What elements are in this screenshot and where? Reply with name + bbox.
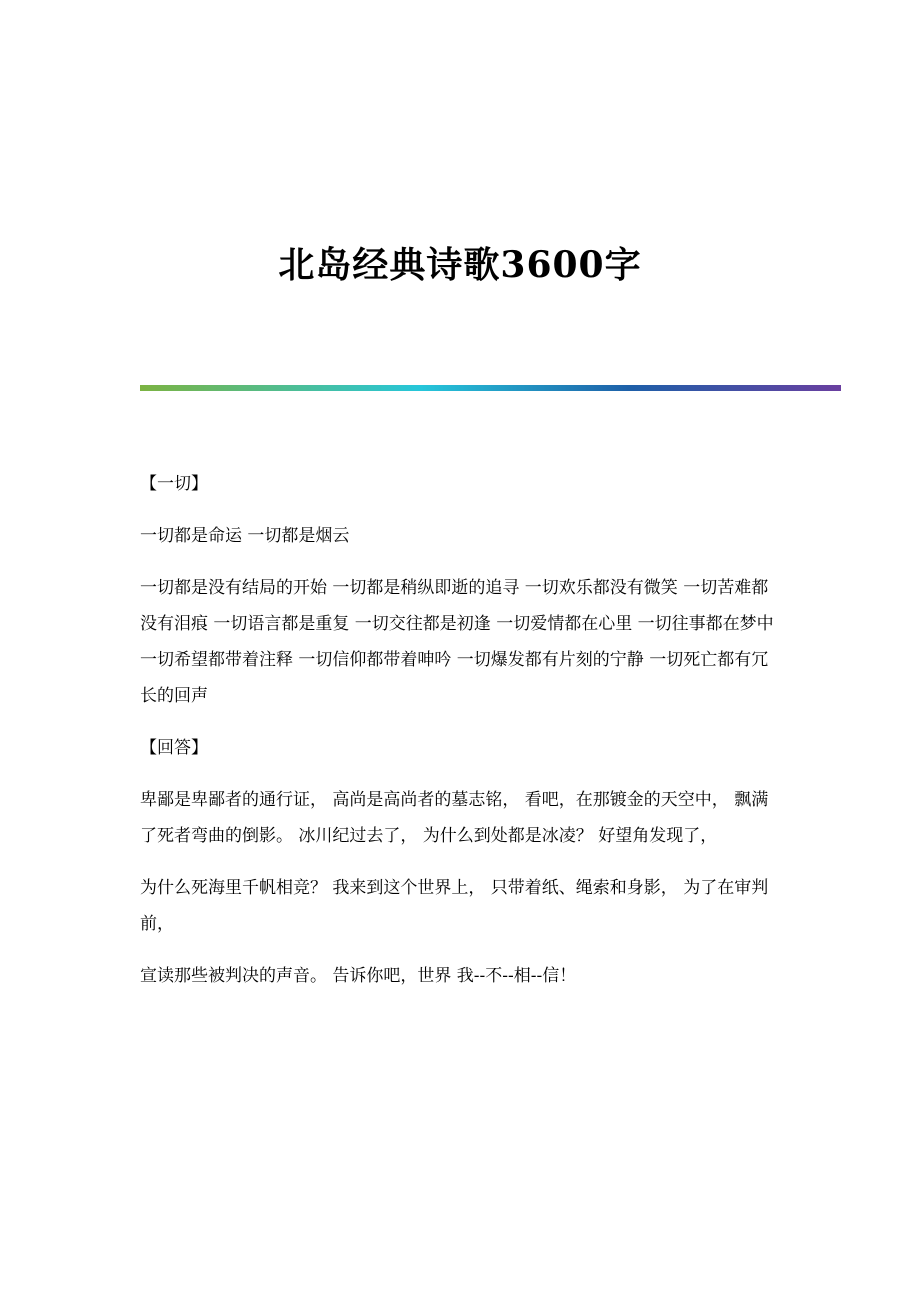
paragraph: 宣读那些被判决的声音。 告诉你吧，世界 我--不--相--信！ bbox=[140, 966, 577, 986]
page-title: 北岛经典诗歌3600字 bbox=[278, 244, 642, 287]
paragraph: 一切都是命运 一切都是烟云 bbox=[140, 526, 350, 546]
paragraph: 一切都是没有结局的开始 一切都是稍纵即逝的追寻 一切欢乐都没有微笑 一切苦难都没有泪痕 一切语言都是重复 一切交往都是初逢 一切爱情都在心里 一切往事都在梦中 一切希望都带着注释 一切信仰都带着呻吟 一切爆发都有片刻的宁静 一切死亡都有冗长的回声 bbox=[140, 578, 774, 706]
section-huida bbox=[140, 730, 782, 994]
title-divider bbox=[140, 385, 841, 391]
paragraph: 为什么死海里千帆相竞？ 我来到这个世界上， 只带着纸、绳索和身影， 为了在审判前， bbox=[140, 878, 769, 934]
section-heading: 【一切】 bbox=[140, 474, 208, 494]
section-heading: 【回答】 bbox=[140, 738, 208, 758]
paragraph: 卑鄙是卑鄙者的通行证， 高尚是高尚者的墓志铭， 看吧，在那镀金的天空中， 飘满了死者弯曲的倒影。 冰川纪过去了， 为什么到处都是冰凌？ 好望角发现了， bbox=[140, 790, 769, 846]
document-body bbox=[140, 466, 782, 1010]
section-yiqie bbox=[140, 466, 782, 714]
